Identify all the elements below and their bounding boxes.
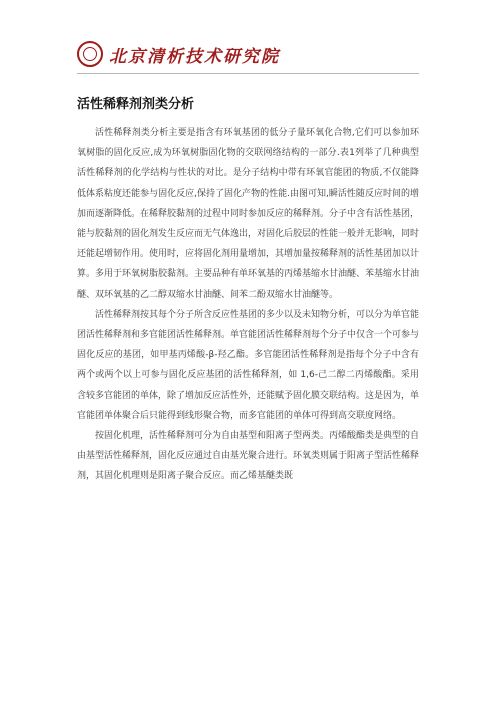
institute-logo-text: 北京清析技术研究院	[109, 46, 280, 67]
document-title: 活性稀释剂剂类分析	[77, 97, 195, 112]
header-divider	[77, 73, 419, 74]
page-header	[77, 38, 437, 70]
paragraph-2: 活性稀释剂按其每个分子所含反应性基团的多少以及未知物分析，可以分为单官能团活性稀释剂和多官能团活性稀释剂。单官能团活性稀释剂每个分子中仅含一个可参与固化反应的基团，如甲基丙烯酸-β-羟乙酯。多官能团活性稀释剂是指每个分子中含有两个或两个以上可参与固化反应基团的活性稀释剂，如 1,6-己二醇二丙烯酸酯。采用含较多官能团的单体，除了增加反应活性外，还能赋予固化膜交联结构。这是因为，单官能团单体聚合后只能得到线形聚合物，而多官能团的单体可得到高交联度网络。	[77, 309, 420, 421]
paragraph-1: 活性稀释剂类分析主要是指含有环氧基团的低分子量环氧化合物,它们可以参加环氧树脂的固化反应,成为环氧树脂固化物的交联网络结构的一部分.表1列举了几种典型活性稀释剂的化学结构与性状的对比。是分子结构中带有环氧官能团的物质,不仅能降低体系粘度还能参与固化反应,保持了固化产物的性能.由图可知,瞬活性随反应时间的增加而逐渐降低。在稀释胶黏剂的过程中同时参加反应的稀释剂。分子中含有活性基团，能与胶黏剂的固化剂发生反应而无气体逸出，对固化后胶层的性能一般并无影响，同时还能起增韧作用。使用时，应将固化剂用量增加，其增加量按稀释剂的活性基团加以计算。多用于环氧树脂胶黏剂。主要品种有单环氧基的丙烯基缩水甘油醚、苯基缩水甘油醚、双环氧基的乙二醇双缩水甘油醚、间苯二酚双缩水甘油醚等。	[77, 128, 420, 300]
paragraph-3: 按固化机理，活性稀释剂可分为自由基型和阳离子型两类。丙烯酸酯类是典型的自由基型活性稀释剂，固化反应通过自由基光聚合进行。环氧类则属于阳离子型活性稀释剂，其固化机理则是阳离子聚合反应。而乙烯基醚类既	[77, 431, 420, 482]
institute-seal-icon	[77, 41, 103, 67]
document-body	[77, 123, 419, 487]
